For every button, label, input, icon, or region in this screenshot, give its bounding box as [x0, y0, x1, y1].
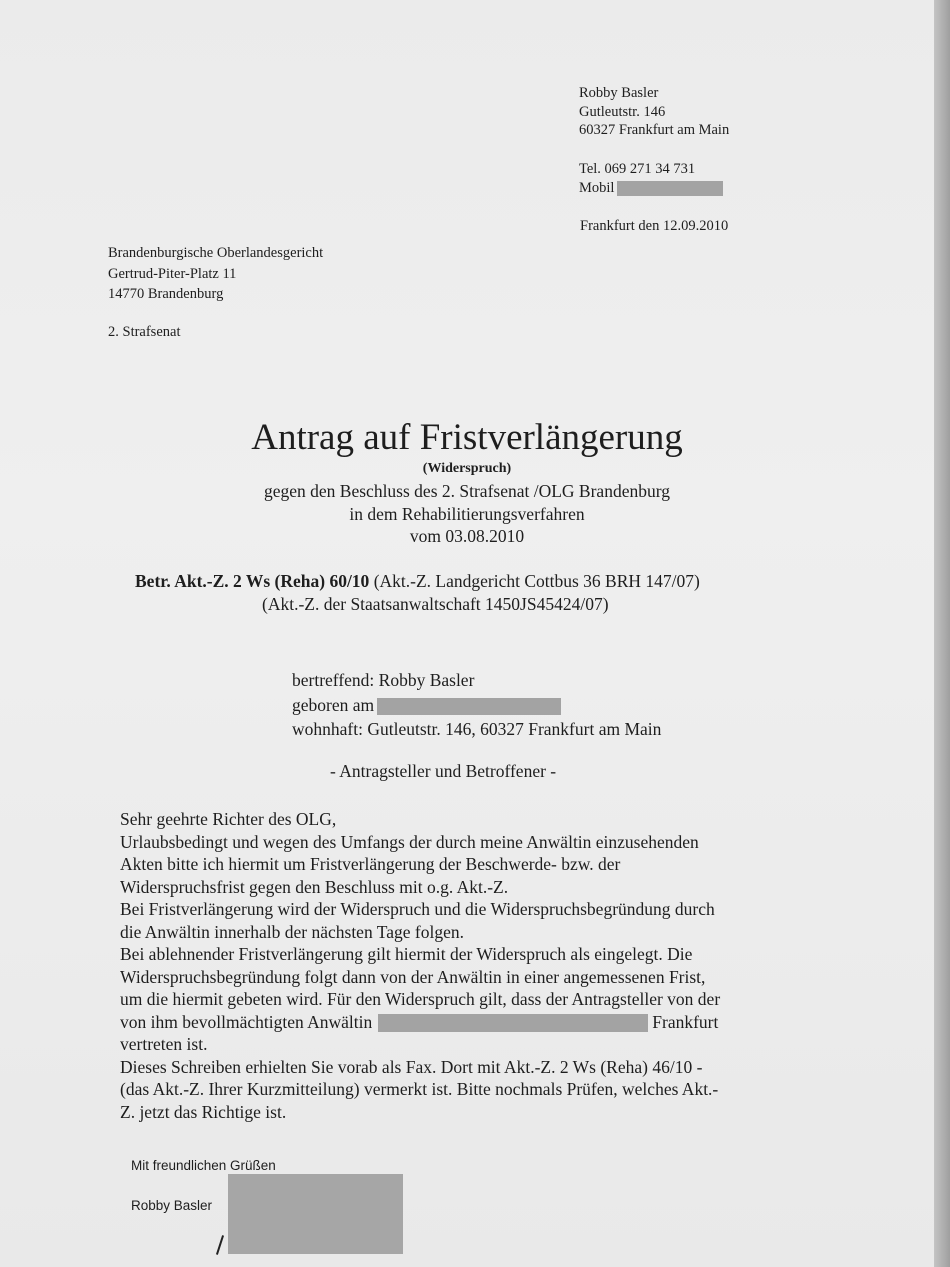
lawyer-city: Frankfurt	[652, 1011, 719, 1032]
redacted-birth-date	[377, 698, 561, 715]
person-birth	[292, 693, 661, 718]
body-line: (das Akt.-Z. Ihrer Kurzmitteilung) vermerkt ist. Bitte nochmals Prüfen, welches Akt.-	[120, 1079, 719, 1099]
sender-mobil	[579, 179, 723, 198]
closing-greeting: Mit freundlichen Grüßen	[131, 1158, 276, 1173]
person-residence: wohnhaft: Gutleutstr. 146, 60327 Frankfurt am Main	[292, 719, 662, 739]
redacted-signature	[228, 1174, 403, 1254]
lawyer-label: von ihm bevollmächtigten Anwältin	[120, 1011, 373, 1032]
birth-label: geboren am	[292, 694, 375, 715]
signature-stroke	[216, 1235, 224, 1255]
document-subtitle: (Widerspruch)	[422, 461, 512, 476]
letter-date: Frankfurt den 12.09.2010	[580, 218, 729, 234]
body-line: Akten bitte ich hiermit um Fristverlängerung der Beschwerde- bzw. der	[120, 854, 621, 874]
heading-line-2: in dem Rehabilitierungsverfahren	[349, 503, 585, 524]
body-line: vertreten ist.	[120, 1034, 208, 1054]
recipient-city: 14770 Brandenburg	[108, 286, 224, 302]
redacted-lawyer-name	[378, 1014, 648, 1032]
recipient-address	[108, 243, 323, 305]
sender-tel: Tel. 069 271 34 731	[579, 161, 696, 177]
sender-address	[579, 84, 729, 140]
sender-street: Gutleutstr. 146	[579, 103, 666, 120]
reference-bold: Betr. Akt.-Z. 2 Ws (Reha) 60/10	[135, 571, 370, 591]
heading-lines	[0, 480, 934, 548]
body-line: Bei Fristverlängerung wird der Widerspruch und die Widerspruchsbegründung durch	[120, 899, 715, 919]
letter-body	[120, 808, 720, 1123]
body-line: Bei ablehnender Fristverlängerung gilt hiermit der Widerspruch als eingelegt. Die	[120, 944, 693, 964]
heading-line-1: gegen den Beschluss des 2. Strafsenat /OLG Brandenburg	[264, 481, 670, 501]
body-line: Z. jetzt das Richtige ist.	[120, 1101, 287, 1122]
redacted-mobile-number	[617, 181, 723, 196]
recipient-senat: 2. Strafsenat	[108, 324, 181, 340]
person-details	[292, 668, 661, 742]
mobil-label: Mobil	[579, 179, 615, 196]
signature-name: Robby Basler	[131, 1198, 213, 1213]
sender-city: 60327 Frankfurt am Main	[579, 122, 730, 138]
document-title: Antrag auf Fristverlängerung	[251, 417, 683, 458]
reference-line-2: (Akt.-Z. der Staatsanwaltschaft 1450JS45424/07)	[262, 594, 609, 614]
body-line: Widerspruchsbegründung folgt dann von der Anwältin in einer angemessenen Frist,	[120, 966, 706, 987]
recipient-name: Brandenburgische Oberlandesgericht	[108, 245, 324, 261]
applicant-role: - Antragsteller und Betroffener -	[330, 761, 557, 781]
reference-rest: (Akt.-Z. Landgericht Cottbus 36 BRH 147/07)	[369, 571, 700, 591]
body-line: um die hiermit gebeten wird. Für den Widerspruch gilt, dass der Antragsteller von der	[120, 989, 721, 1009]
body-line: Dieses Schreiben erhielten Sie vorab als Fax. Dort mit Akt.-Z. 2 Ws (Reha) 46/10 -	[120, 1056, 703, 1077]
body-line-lawyer	[120, 1011, 720, 1034]
body-line: Urlaubsbedingt und wegen des Umfangs der durch meine Anwältin einzusehenden	[120, 831, 699, 852]
body-line: die Anwältin innerhalb der nächsten Tage folgen.	[120, 921, 464, 942]
sender-name: Robby Basler	[579, 85, 659, 101]
body-line: Widerspruchsfrist gegen den Beschluss mit o.g. Akt.-Z.	[120, 876, 509, 897]
person-name: bertreffend: Robby Basler	[292, 670, 475, 690]
recipient-street: Gertrud-Piter-Platz 11	[108, 265, 237, 282]
reference-line-1	[135, 571, 700, 592]
salutation: Sehr geehrte Richter des OLG,	[120, 809, 337, 829]
sender-contact	[579, 160, 723, 197]
heading-line-3: vom 03.08.2010	[409, 526, 525, 546]
page-edge	[934, 0, 950, 1267]
